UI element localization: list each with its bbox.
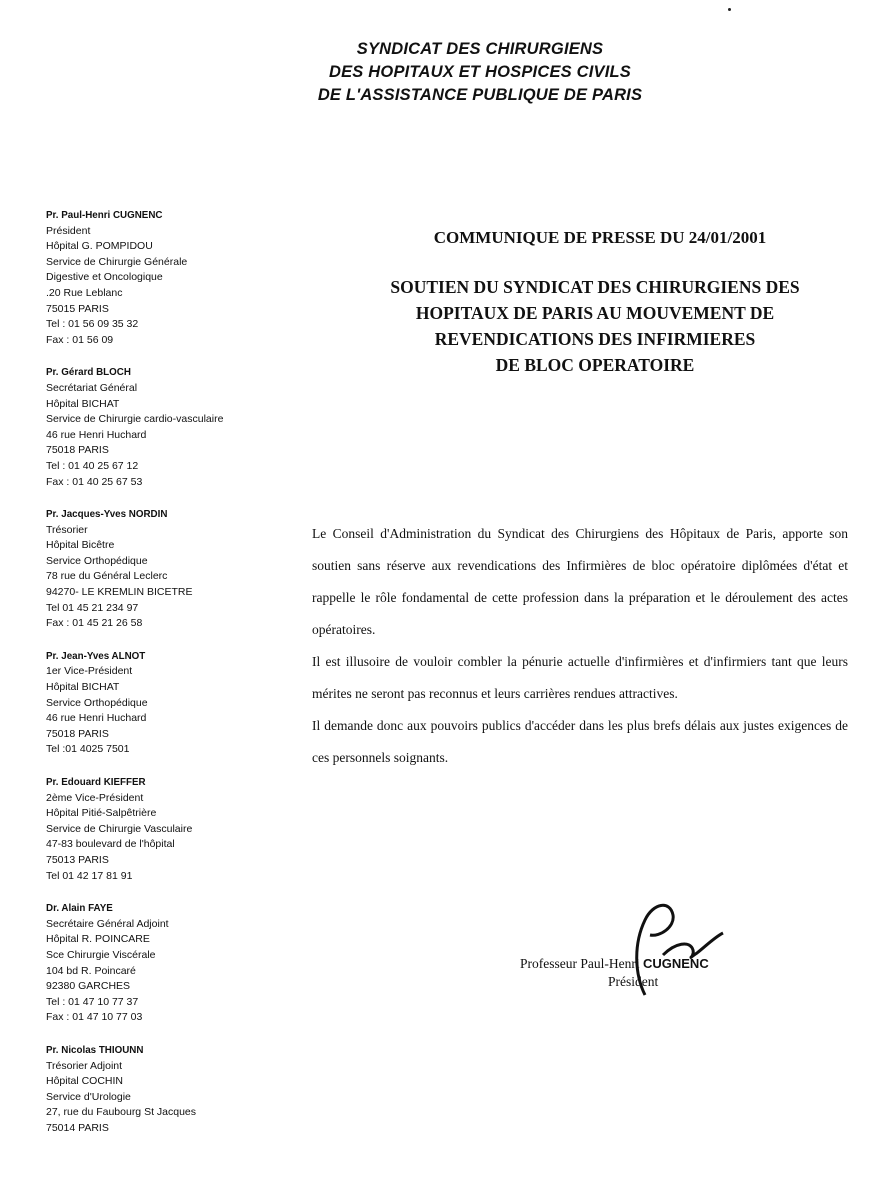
member-name: Pr. Jacques-Yves NORDIN bbox=[46, 509, 168, 521]
org-header-line-1: SYNDICAT DES CHIRURGIENS bbox=[356, 40, 604, 58]
member-detail-line: Hôpital BICHAT bbox=[46, 397, 120, 410]
member-detail-line: Tel : 01 56 09 35 32 bbox=[46, 318, 139, 331]
member-detail-line: Tel 01 45 21 234 97 bbox=[46, 601, 139, 614]
member-detail-line: Hôpital G. POMPIDOU bbox=[46, 240, 153, 253]
headline-line-3: REVENDICATIONS DES INFIRMIERES bbox=[434, 329, 756, 349]
signatory-surname: CUGNENC bbox=[642, 956, 709, 971]
member-block bbox=[46, 1043, 286, 1137]
member-detail-line: Fax : 01 56 09 bbox=[46, 333, 114, 346]
member-detail-line: Service d'Urologie bbox=[46, 1090, 131, 1103]
member-detail-line: 46 rue Henri Huchard bbox=[46, 712, 147, 725]
member-detail-line: 46 rue Henri Huchard bbox=[46, 428, 147, 441]
body-paragraph-3: Il demande donc aux pouvoirs publics d'accéder dans les plus brefs délais aux justes exigences de ces personnels soignants. bbox=[312, 718, 848, 765]
headline-line-1: SOUTIEN DU SYNDICAT DES CHIRURGIENS DES bbox=[390, 277, 800, 297]
member-detail-line: .20 Rue Leblanc bbox=[46, 286, 123, 299]
body-paragraph-2: Il est illusoire de vouloir combler la pénurie actuelle d'infirmières et d'infirmiers tant que leurs mérites ne seront pas reconnus et leurs carrières rendues attractives. bbox=[312, 654, 848, 701]
member-name: Dr. Alain FAYE bbox=[46, 903, 113, 915]
signatory-title: Président bbox=[608, 974, 659, 989]
member-name: Pr. Nicolas THIOUNN bbox=[46, 1044, 144, 1056]
organization-header bbox=[240, 38, 720, 107]
member-detail-line: Hôpital BICHAT bbox=[46, 681, 120, 694]
board-members-sidebar bbox=[46, 208, 286, 1153]
member-detail-line: 1er Vice-Président bbox=[46, 665, 133, 678]
member-detail-line: Secrétariat Général bbox=[46, 381, 138, 394]
member-detail-line: 75018 PARIS bbox=[46, 727, 109, 740]
member-detail-line: Secrétaire Général Adjoint bbox=[46, 917, 169, 930]
member-name: Pr. Paul-Henri CUGNENC bbox=[46, 210, 163, 221]
member-detail-line: 75013 PARIS bbox=[46, 853, 109, 866]
org-header-line-2: DES HOPITAUX ET HOSPICES CIVILS bbox=[328, 63, 632, 81]
member-block bbox=[46, 775, 286, 884]
org-header-line-3: DE L'ASSISTANCE PUBLIQUE DE PARIS bbox=[317, 86, 643, 104]
member-detail-line: Service de Chirurgie cardio-vasculaire bbox=[46, 413, 224, 426]
member-detail-line: 92380 GARCHES bbox=[46, 980, 131, 993]
member-detail-line: 75018 PARIS bbox=[46, 444, 109, 457]
member-detail-line: Trésorier Adjoint bbox=[46, 1059, 123, 1072]
member-detail-line: 75014 PARIS bbox=[46, 1121, 109, 1134]
signature-block bbox=[520, 955, 709, 991]
member-name: Pr. Gérard BLOCH bbox=[46, 367, 131, 379]
member-block bbox=[46, 507, 286, 632]
member-block bbox=[46, 901, 286, 1026]
member-detail-line: Hôpital Pitié-Salpêtrière bbox=[46, 807, 157, 820]
member-detail-line: Fax : 01 47 10 77 03 bbox=[46, 1011, 143, 1024]
member-detail-line: Tel : 01 40 25 67 12 bbox=[46, 459, 139, 472]
signatory-name bbox=[520, 955, 709, 973]
speck-mark bbox=[728, 8, 731, 11]
press-release-body bbox=[312, 518, 848, 774]
headline-line-4: DE BLOC OPERATOIRE bbox=[495, 355, 695, 375]
member-detail-line: Trésorier bbox=[46, 523, 88, 536]
member-detail-line: Président bbox=[46, 224, 91, 237]
member-detail-line: Sce Chirurgie Viscérale bbox=[46, 948, 156, 961]
member-detail-line: Tel : 01 47 10 77 37 bbox=[46, 995, 139, 1008]
member-detail-line: 78 rue du Général Leclerc bbox=[46, 570, 168, 583]
member-detail-line: Service Orthopédique bbox=[46, 696, 148, 709]
body-paragraph-1: Le Conseil d'Administration du Syndicat des Chirurgiens des Hôpitaux de Paris, apporte son soutien sans réserve aux revendications des Infirmières de bloc opératoire diplômées d'état et rappelle le rôle fondamental de cette profession dans la préparation et le déroulement des actes opératoires. bbox=[312, 526, 848, 637]
member-detail-line: Hôpital Bicêtre bbox=[46, 539, 115, 552]
signatory-prefix: Professeur Paul-Henri bbox=[520, 956, 640, 971]
member-detail-line: Fax : 01 40 25 67 53 bbox=[46, 475, 143, 488]
headline-line-2: HOPITAUX DE PARIS AU MOUVEMENT DE bbox=[415, 303, 775, 323]
member-detail-line: 47-83 boulevard de l'hôpital bbox=[46, 838, 175, 851]
communique-title: COMMUNIQUE DE PRESSE DU 24/01/2001 bbox=[433, 228, 767, 247]
member-detail-line: 94270- LE KREMLIN BICETRE bbox=[46, 586, 193, 599]
member-detail-line: Service Orthopédique bbox=[46, 554, 148, 567]
member-detail-line: 2ème Vice-Président bbox=[46, 791, 144, 804]
member-detail-line: Hôpital R. POINCARE bbox=[46, 933, 150, 946]
member-detail-line: Digestive et Oncologique bbox=[46, 271, 163, 284]
member-name: Pr. Jean-Yves ALNOT bbox=[46, 650, 146, 662]
member-detail-line: 75015 PARIS bbox=[46, 302, 109, 315]
member-detail-line: Service de Chirurgie Générale bbox=[46, 255, 188, 268]
member-detail-line: Fax : 01 45 21 26 58 bbox=[46, 617, 143, 630]
member-detail-line: Service de Chirurgie Vasculaire bbox=[46, 822, 193, 835]
member-detail-line: 27, rue du Faubourg St Jacques bbox=[46, 1106, 197, 1119]
member-block bbox=[46, 649, 286, 758]
member-detail-line: Tel 01 42 17 81 91 bbox=[46, 869, 133, 882]
press-release-heading bbox=[312, 228, 848, 378]
member-block bbox=[46, 208, 286, 348]
member-name: Pr. Edouard KIEFFER bbox=[46, 777, 146, 788]
headline bbox=[342, 274, 848, 378]
member-block bbox=[46, 365, 286, 490]
member-detail-line: Hôpital COCHIN bbox=[46, 1075, 124, 1088]
member-detail-line: Tel :01 4025 7501 bbox=[46, 743, 130, 756]
member-detail-line: 104 bd R. Poincaré bbox=[46, 964, 136, 977]
